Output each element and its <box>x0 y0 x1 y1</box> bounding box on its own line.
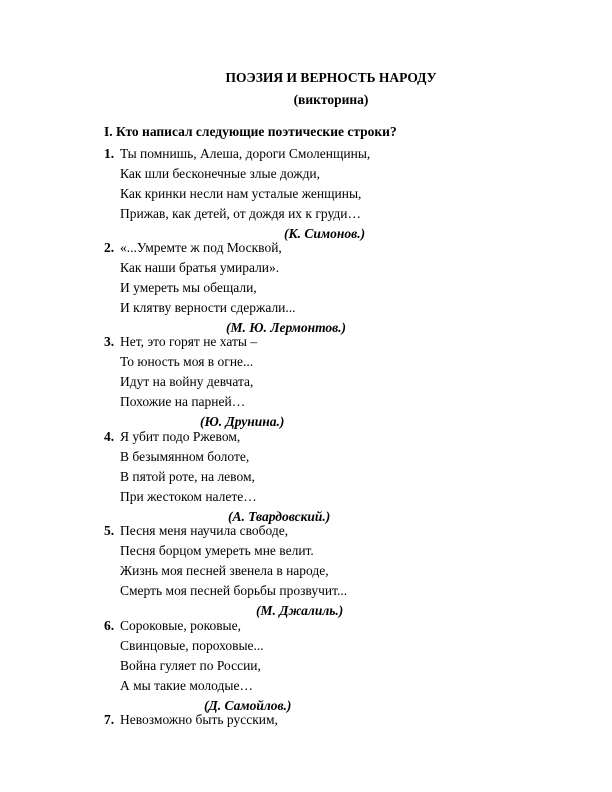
quiz-item-7 <box>104 710 278 730</box>
quiz-item-3 <box>104 332 285 432</box>
author-answer: (А. Твардовский.) <box>228 509 331 524</box>
author-answer: (К. Симонов.) <box>284 226 366 241</box>
poem-line: И клятву верности сдержали... <box>120 300 296 315</box>
poem-line: При жестоком налете… <box>120 489 257 504</box>
author-answer: (Ю. Друнина.) <box>200 414 285 429</box>
poem-line: То юность моя в огне... <box>120 354 254 369</box>
poem-line: Нет, это горят не хаты – <box>120 334 258 349</box>
poem-line: В безымянном болоте, <box>120 449 250 464</box>
poem-line: И умереть мы обещали, <box>120 280 257 295</box>
quiz-item-5 <box>104 521 348 621</box>
item-number: 1. <box>104 146 115 161</box>
section-heading: I. Кто написал следующие поэтические строки? <box>104 124 397 139</box>
poem-line: А мы такие молодые… <box>120 678 253 693</box>
poem-line: Невозможно быть русским, <box>120 712 278 727</box>
document-subtitle: (викторина) <box>293 92 369 107</box>
item-number: 3. <box>104 334 115 349</box>
author-answer: (М. Джалиль.) <box>256 603 344 618</box>
poem-line: Как шли бесконечные злые дожди, <box>120 166 321 181</box>
poem-line: Прижав, как детей, от дождя их к груди… <box>120 206 361 221</box>
item-number: 4. <box>104 429 115 444</box>
item-number: 5. <box>104 523 115 538</box>
poem-line: Ты помнишь, Алеша, дороги Смоленщины, <box>120 146 371 161</box>
item-number: 6. <box>104 618 115 633</box>
item-number: 7. <box>104 712 115 727</box>
poem-line: «...Умремте ж под Москвой, <box>120 240 282 255</box>
poem-line: Идут на войну девчата, <box>120 374 254 389</box>
item-number: 2. <box>104 240 115 255</box>
quiz-item-4 <box>104 427 331 527</box>
document-title: ПОЭЗИЯ И ВЕРНОСТЬ НАРОДУ <box>225 70 437 85</box>
poem-line: Свинцовые, пороховые... <box>120 638 264 653</box>
poem-line: В пятой роте, на левом, <box>120 469 255 484</box>
quiz-item-6 <box>104 616 292 716</box>
poem-line: Война гуляет по России, <box>120 658 261 673</box>
poem-line: Сороковые, роковые, <box>120 618 241 633</box>
poem-line: Жизнь моя песней звенела в народе, <box>120 563 329 578</box>
quiz-item-1 <box>104 144 371 244</box>
quiz-item-2 <box>104 238 347 338</box>
poem-line: Похожие на парней… <box>120 394 246 409</box>
poem-line: Как кринки несли нам усталые женщины, <box>120 186 362 201</box>
poem-line: Как наши братья умирали». <box>120 260 280 275</box>
poem-line: Смерть моя песней борьбы прозвучит... <box>120 583 348 598</box>
poem-line: Песня борцом умереть мне велит. <box>120 543 314 558</box>
author-answer: (Д. Самойлов.) <box>204 698 292 713</box>
author-answer: (М. Ю. Лермонтов.) <box>226 320 347 335</box>
poem-line: Песня меня научила свободе, <box>120 523 289 538</box>
poem-line: Я убит подо Ржевом, <box>120 429 241 444</box>
